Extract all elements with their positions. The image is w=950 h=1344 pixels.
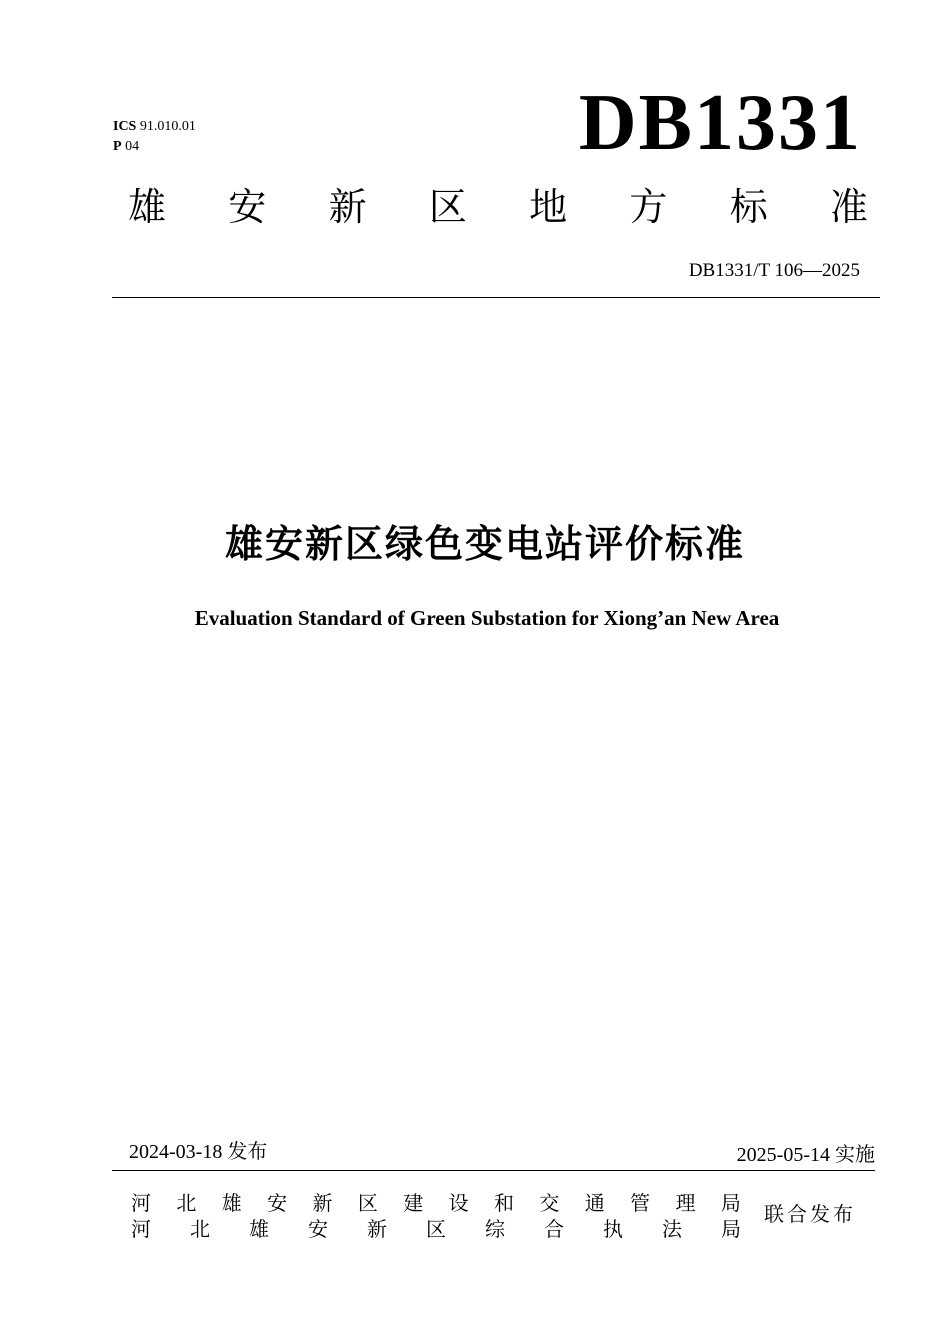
issuer-1-char: 雄 [221, 1191, 242, 1215]
standard-type-char: 雄 [128, 185, 167, 229]
issuer-1-char: 设 [448, 1191, 469, 1215]
issuer-2-char: 河 [131, 1217, 151, 1241]
issuer-2-char: 合 [544, 1217, 564, 1241]
issuer-2-char: 北 [190, 1217, 210, 1241]
issuer-1-char: 安 [267, 1191, 288, 1215]
document-title-zh: 雄安新区绿色变电站评价标准 [224, 522, 745, 566]
standard-type-heading [128, 183, 868, 231]
issuer-2-char: 区 [426, 1217, 446, 1241]
issuer-2-char: 执 [603, 1217, 623, 1241]
issuer-1-char: 和 [494, 1191, 514, 1215]
joint-issue-label: 联合发布 [764, 1202, 856, 1226]
bottom-divider [112, 1170, 875, 1171]
standard-type-char: 区 [428, 185, 467, 229]
standard-number: DB1331/T 106—2025 [688, 260, 860, 281]
issuer-2-char: 新 [367, 1217, 387, 1241]
issuer-2-char: 综 [485, 1217, 505, 1241]
issuer-1-char: 区 [357, 1191, 378, 1215]
standard-code: DB1331 [578, 79, 862, 167]
issuer-1-char: 建 [403, 1191, 424, 1215]
ics-row [113, 117, 196, 137]
issuer-1-char: 交 [539, 1191, 560, 1215]
document-title-en: Evaluation Standard of Green Substation for Xiong’an New Area [194, 606, 780, 630]
ics-value: 91.010.01 [139, 119, 196, 134]
issuer-1-char: 北 [176, 1191, 197, 1215]
issuer-1-char: 新 [312, 1191, 333, 1215]
standard-type-char: 方 [629, 185, 668, 229]
issue-date: 2024-03-18 [129, 1141, 223, 1163]
class-row [113, 137, 196, 157]
issuer-2 [131, 1216, 741, 1242]
implement-date: 2025-05-14 [736, 1144, 830, 1166]
ics-label: ICS [113, 119, 137, 134]
standard-type-char: 地 [529, 185, 568, 229]
issuer-2-char: 雄 [249, 1217, 269, 1241]
issuer-1-char: 局 [720, 1191, 741, 1215]
top-divider [112, 297, 880, 298]
implement-label: 实施 [835, 1142, 875, 1166]
issue-date-line [129, 1137, 267, 1166]
standard-type-char: 标 [729, 185, 768, 229]
issuer-2-char: 局 [721, 1217, 741, 1241]
issuer-1-char: 理 [675, 1191, 696, 1215]
issuer-1-char: 通 [584, 1191, 605, 1215]
issue-label: 发布 [227, 1139, 268, 1163]
class-value: 04 [125, 139, 140, 154]
issuer-1-char: 管 [630, 1191, 651, 1215]
standard-type-char: 准 [829, 185, 868, 229]
class-label: P [113, 139, 122, 154]
issuer-1-char: 河 [131, 1191, 151, 1215]
implement-date-line [737, 1140, 875, 1169]
issuer-2-char: 安 [308, 1217, 328, 1241]
issuer-2-char: 法 [662, 1217, 682, 1241]
issuer-1 [131, 1190, 741, 1216]
standard-type-char: 新 [328, 185, 367, 229]
standard-type-char: 安 [228, 185, 267, 229]
ics-classification [113, 117, 196, 157]
